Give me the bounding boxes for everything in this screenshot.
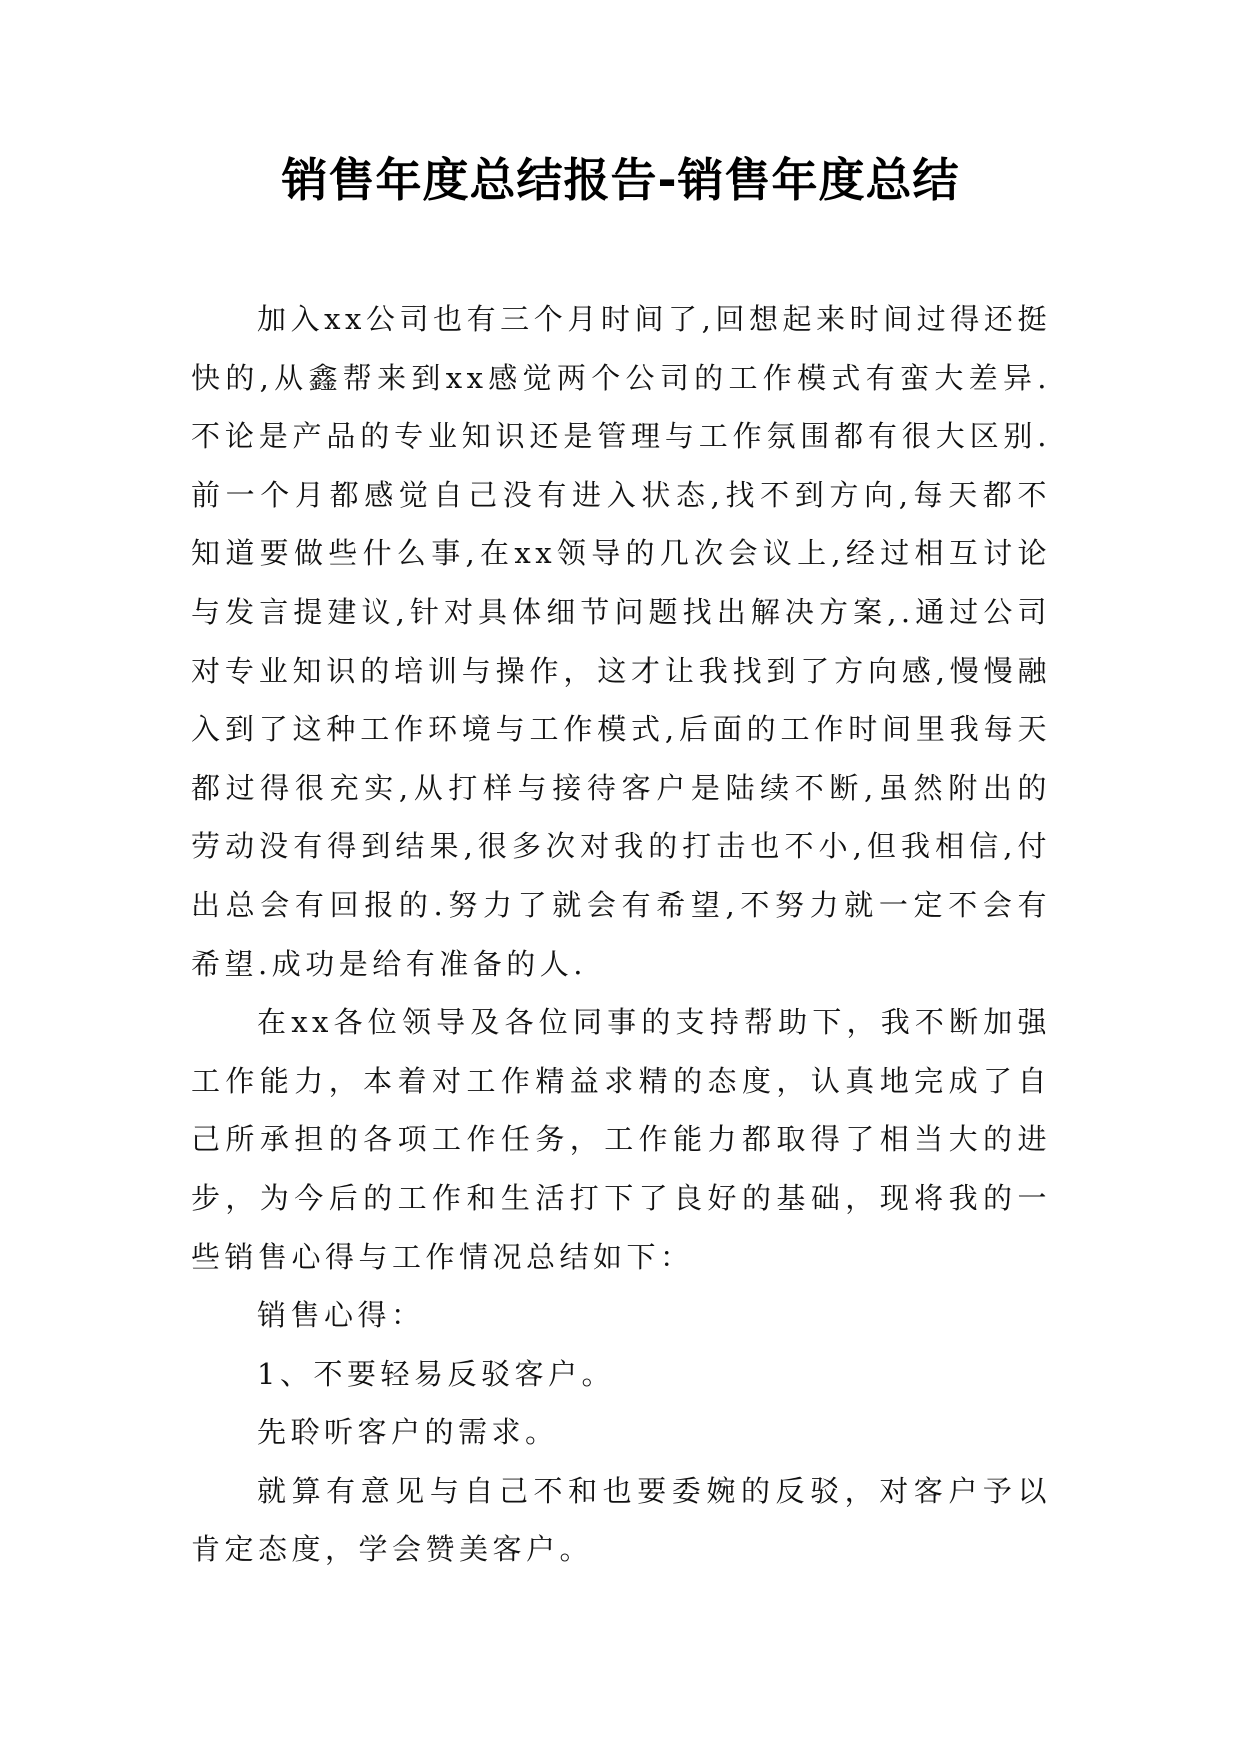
paragraph: 加入xx公司也有三个月时间了,回想起来时间过得还挺快的,从鑫帮来到xx感觉两个公司的工作模式有蛮大差异.不论是产品的专业知识还是管理与工作氛围都有很大区别.前一个月都感觉自己没有进入状态,找不到方向,每天都不知道要做些什么事,在xx领导的几次会议上,经过相互讨论与发言提建议,针对具体细节问题找出解决方案,.通过公司对专业知识的培训与操作，这才让我找到了方向感,慢慢融入到了这种工作环境与工作模式,后面的工作时间里我每天都过得很充实,从打样与接待客户是陆续不断,虽然附出的劳动没有得到结果,很多次对我的打击也不小,但我相信,付出总会有回报的.努力了就会有希望,不努力就一定不会有希望.成功是给有准备的人. xyxy=(191,302,1051,981)
paragraph: 就算有意见与自己不和也要委婉的反驳，对客户予以肯定态度，学会赞美客户。 xyxy=(191,1473,1051,1567)
document-title: 销售年度总结报告-销售年度总结 xyxy=(281,153,960,207)
list-item: 1、不要轻易反驳客户。 xyxy=(257,1356,615,1391)
document-body xyxy=(191,290,1051,1579)
paragraph: 先聆听客户的需求。 xyxy=(257,1415,559,1450)
paragraph-heading: 销售心得： xyxy=(257,1298,425,1333)
paragraph: 在xx各位领导及各位同事的支持帮助下，我不断加强工作能力，本着对工作精益求精的态度，认真地完成了自己所承担的各项工作任务，工作能力都取得了相当大的进步，为今后的工作和生活打下了良好的基础，现将我的一些销售心得与工作情况总结如下： xyxy=(191,1005,1051,1274)
